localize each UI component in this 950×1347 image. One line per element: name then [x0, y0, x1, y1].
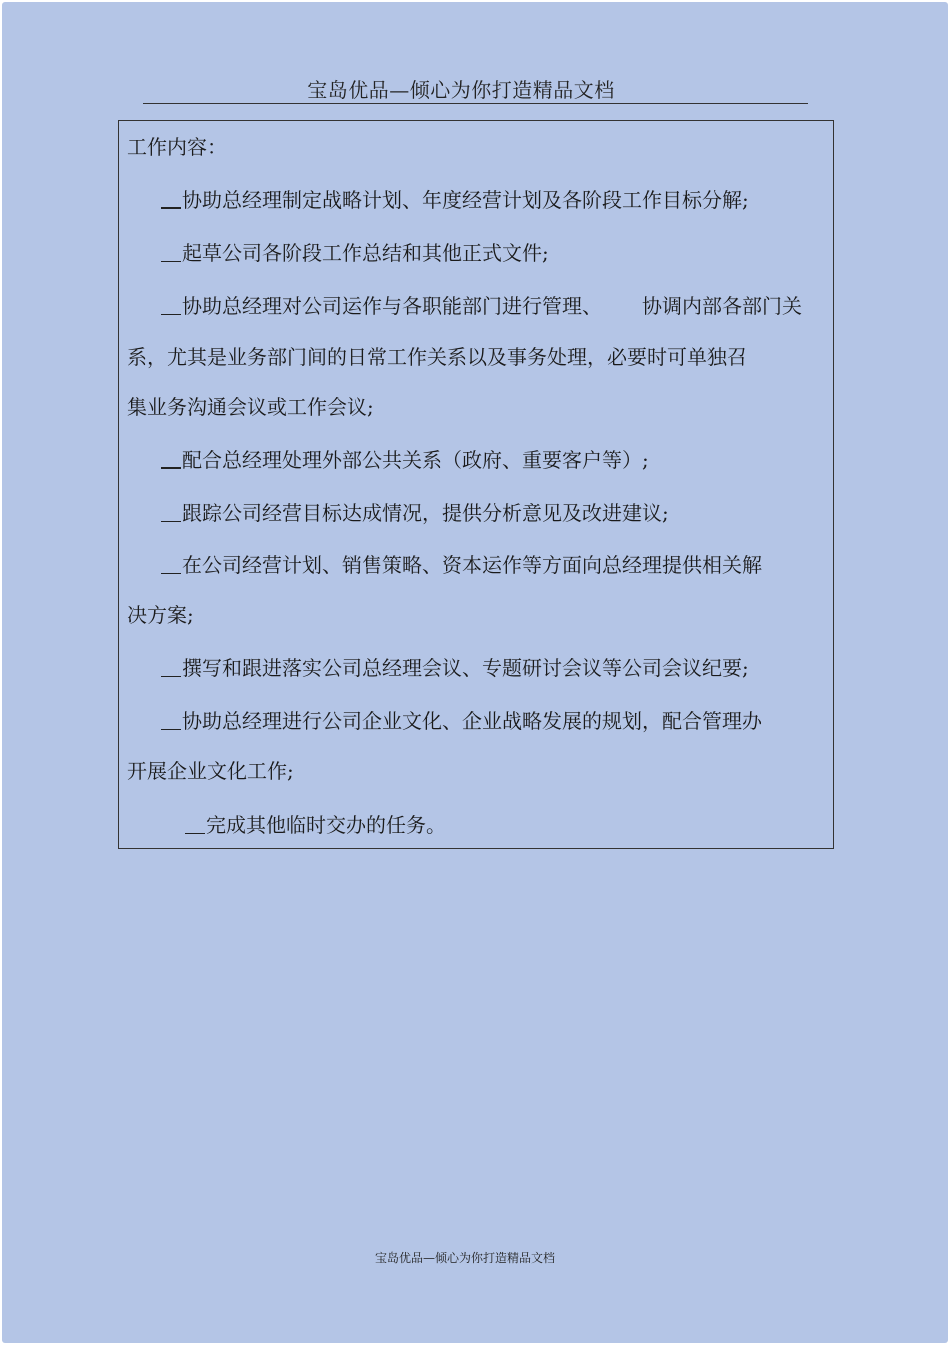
duty-text: 协助总经理进行公司企业文化、企业战略发展的规划，配合管理办	[182, 709, 762, 733]
duty-continuation: 开展企业文化工作;	[127, 759, 294, 783]
duty-item	[161, 447, 649, 473]
blank-underline	[161, 294, 181, 315]
duty-text: 协调内部各部门关	[642, 294, 802, 318]
duty-continuation: 集业务沟通会议或工作会议;	[127, 395, 374, 419]
duty-item	[161, 500, 669, 526]
duty-text: 配合总经理处理外部公共关系（政府、重要客户等）;	[182, 448, 649, 472]
blank-underline	[161, 501, 181, 522]
duty-continuation: 决方案;	[127, 603, 194, 627]
duty-text: 完成其他临时交办的任务。	[206, 813, 446, 837]
blank-underline	[161, 656, 181, 677]
blank-underline	[161, 553, 181, 574]
duty-item	[161, 655, 749, 681]
blank-underline	[161, 709, 181, 730]
page-header-title: 宝岛优品—倾心为你打造精品文档	[307, 78, 615, 102]
duty-item	[185, 812, 446, 838]
document-page	[2, 2, 948, 1343]
job-content-box	[118, 120, 834, 849]
duty-item	[161, 293, 802, 319]
duty-text: 跟踪公司经营目标达成情况，提供分析意见及改进建议;	[182, 501, 669, 525]
blank-underline	[161, 447, 181, 469]
duty-continuation: 系，尤其是业务部门间的日常工作关系以及事务处理，必要时可单独召	[127, 345, 747, 369]
duty-text: 起草公司各阶段工作总结和其他正式文件;	[182, 241, 549, 265]
page-footer: 宝岛优品—倾心为你打造精品文档	[374, 1251, 555, 1265]
content-heading: 工作内容：	[127, 135, 227, 159]
blank-underline	[185, 813, 205, 834]
duty-item	[161, 552, 762, 578]
duty-text: 协助总经理制定战略计划、年度经营计划及各阶段工作目标分解;	[182, 188, 749, 212]
duty-item	[161, 187, 749, 213]
duty-text: 在公司经营计划、销售策略、资本运作等方面向总经理提供相关解	[182, 553, 762, 577]
header-divider	[143, 103, 808, 104]
duty-text: 撰写和跟进落实公司总经理会议、专题研讨会议等公司会议纪要;	[182, 656, 749, 680]
duty-item	[161, 708, 762, 734]
blank-underline	[161, 241, 181, 262]
duty-item	[161, 240, 549, 266]
blank-underline	[161, 187, 181, 209]
duty-text: 协助总经理对公司运作与各职能部门进行管理、	[182, 294, 602, 318]
